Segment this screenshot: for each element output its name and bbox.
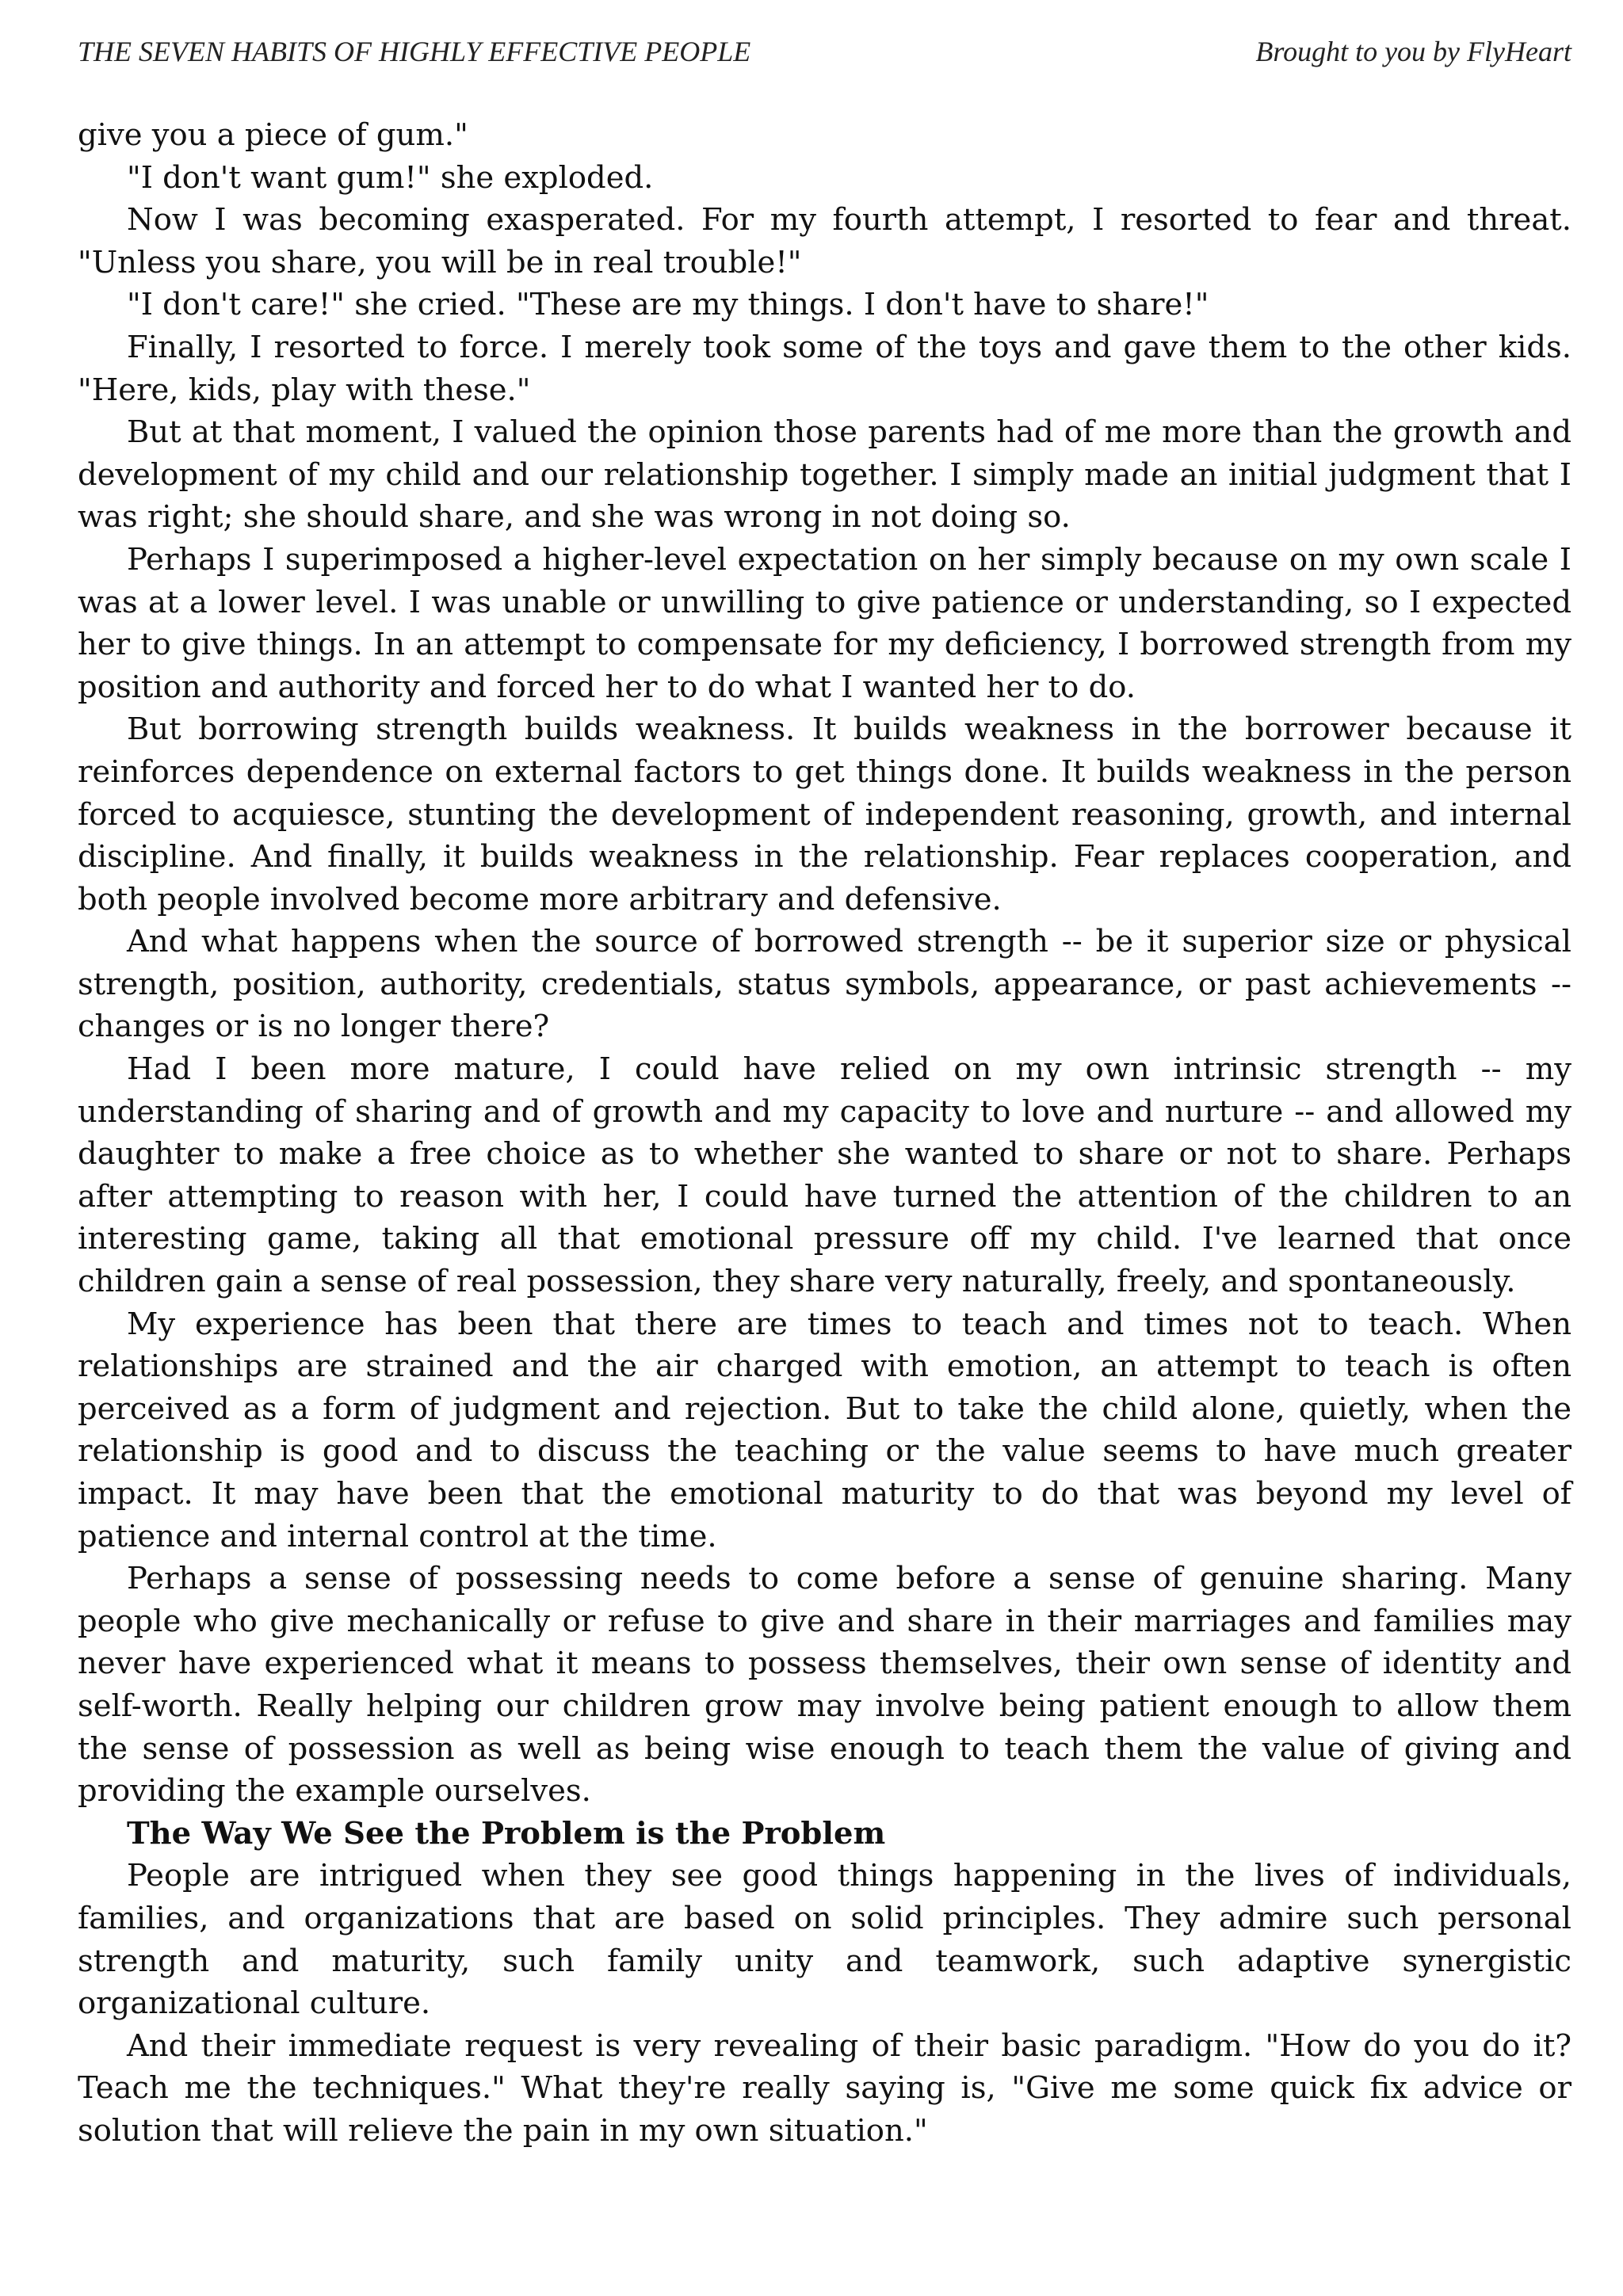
paragraph: But borrowing strength builds weakness. It builds weakness in the borrower because it reinforces dependence on external factors to get things done. It builds weakness in the person forced to acquiesce, stunting the development of independent reasoning, growth, and internal discipline. And finally, it builds weakness in the relationship. Fear replaces cooperation, and both people involved become more arbitrary and defensive. [78, 711, 1571, 917]
paragraph: Perhaps a sense of possessing needs to come before a sense of genuine sharing. Many people who give mechanically or refuse to give and share in their marriages and families may never have experienced what it means to possess themselves, their own sense of identity and self-worth. Really helping our children grow may involve being patient enough to allow them the sense of possession as well as being wise enough to teach them the value of giving and providing the example ourselves. [78, 1561, 1571, 1810]
paragraph: My experience has been that there are times to teach and times not to teach. When relationships are strained and the air charged with emotion, an attempt to teach is often perceived as a form of judgment and rejection. But to take the child alone, quietly, when the relationship is good and to discuss the teaching or the value seems to have much greater impact. It may have been that the emotional maturity to do that was beyond my level of patience and internal control at the time. [78, 1306, 1571, 1554]
paragraph: People are intrigued when they see good things happening in the lives of individuals, families, and organizations that are based on solid principles. They admire such personal strength and maturity, such family unity and teamwork, such adaptive synergistic organizational culture. [78, 1858, 1571, 2022]
paragraph: Finally, I resorted to force. I merely took some of the toys and gave them to the other kids. "Here, kids, play with these." [78, 329, 1571, 408]
paragraph: And their immediate request is very revealing of their basic paradigm. "How do you do it? Teach me the techniques." What they're really saying is, "Give me some quick fix advice or solution that will relieve the pain in my own situation." [78, 2027, 1571, 2149]
running-head-credit: Brought to you by FlyHeart [1255, 36, 1571, 67]
paragraph: Now I was becoming exasperated. For my fourth attempt, I resorted to fear and threat. "Unless you share, you will be in real trouble!" [78, 202, 1571, 280]
section-heading: The Way We See the Problem is the Problem [127, 1815, 886, 1852]
paragraph: Had I been more mature, I could have relied on my own intrinsic strength -- my understanding of sharing and of growth and my capacity to love and nurture -- and allowed my daughter to make a free choice as to whether she wanted to share or not to share. Perhaps after attempting to reason with her, I could have turned the attention of the children to an interesting game, taking all that emotional pressure off my child. I've learned that once children gain a sense of real possession, they share very naturally, freely, and spontaneously. [78, 1051, 1571, 1300]
paragraph: And what happens when the source of borrowed strength -- be it superior size or physical strength, position, authority, credentials, status symbols, appearance, or past achievements -- changes or is no longer there? [78, 924, 1571, 1045]
paragraph: give you a piece of gum." [78, 117, 468, 153]
running-head-book-title: THE SEVEN HABITS OF HIGHLY EFFECTIVE PEOPLE [78, 36, 751, 67]
paragraph: "I don't want gum!" she exploded. [127, 159, 654, 196]
paragraph: Perhaps I superimposed a higher-level expectation on her simply because on my own scale I was at a lower level. I was unable or unwilling to give patience or understanding, so I expected her to give things. In an attempt to compensate for my deficiency, I borrowed strength from my position and authority and forced her to do what I wanted her to do. [78, 541, 1571, 705]
paragraph: But at that moment, I valued the opinion those parents had of me more than the growth and development of my child and our relationship together. I simply made an initial judgment that I was right; she should share, and she was wrong in not doing so. [78, 414, 1571, 536]
document-body [78, 114, 1571, 2153]
page-header [78, 35, 1571, 74]
paragraph: "I don't care!" she cried. "These are my things. I don't have to share!" [127, 287, 1209, 323]
